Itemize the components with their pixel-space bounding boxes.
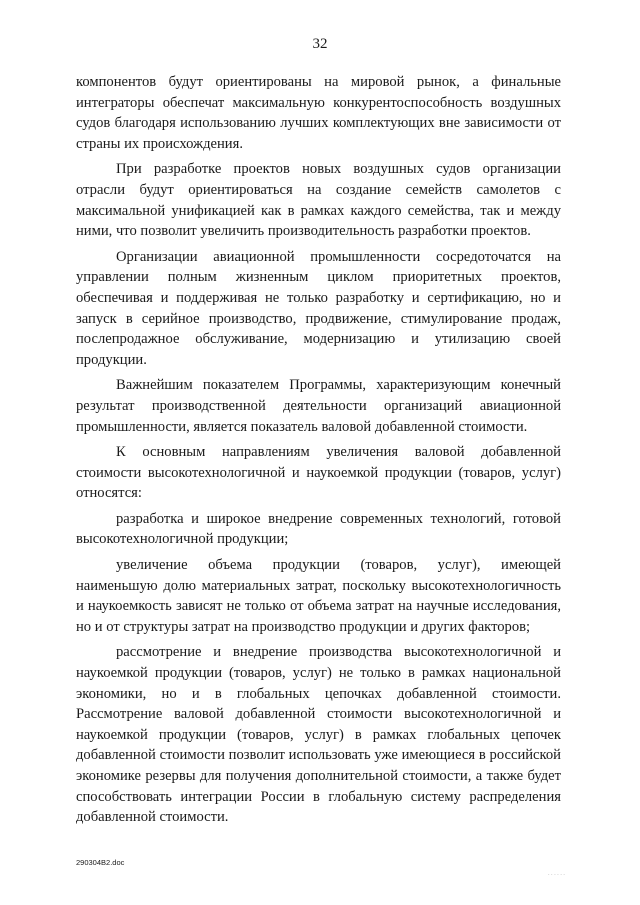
paragraph-3: Организации авиационной промышленности сосредоточатся на управлении полным жизненным циклом приоритетных проектов, обеспечивая и поддерживая не только разработку и сертификацию, но и запуск в серийное производство, продвижение, стимулирование продаж, послепродажное обслуживание, модернизацию и утилизацию своей продукции. — [76, 248, 561, 368]
list-item-3: рассмотрение и внедрение производства высокотехнологичной и наукоемкой продукции (товаров, услуг) не только в рамках национальной экономики, но и в глобальных цепочках добавленной стоимости. Рассмотрение валовой добавленной стоимости высокотехнологичной и наукоемкой продукции (товаров, услуг) в рамках глобальных цепочек добавленной стоимости позволит использовать уже имеющиеся в российской экономике резервы для получения дополнительной стоимости, а также будет способствовать интеграции России в глобальную систему распределения добавленной стоимости. — [76, 644, 561, 826]
paragraph-2: При разработке проектов новых воздушных судов организации отрасли будут ориентироваться на создание семейств самолетов с максимальной унификацией как в рамках каждого семейства, так и между ними, что позволит увеличить производительность разработки проектов. — [76, 161, 561, 240]
paragraph-5: К основным направлениям увеличения валовой добавленной стоимости высокотехнологичной и наукоемкой продукции (товаров, услуг) относятся: — [76, 444, 561, 502]
paragraph-1: компонентов будут ориентированы на мировой рынок, а финальные интеграторы обеспечат максимальную конкурентоспособность воздушных судов благодаря использованию лучших комплектующих вне зависимости от страны их происхождения. — [76, 74, 561, 152]
paragraph-4: Важнейшим показателем Программы, характеризующим конечный результат производственной деятельности организаций авиационной промышленности, является показатель валовой добавленной стоимости. — [76, 377, 561, 435]
corner-mark: · · · · · · — [548, 872, 565, 878]
footer-filename: 290304В2.doc — [76, 858, 125, 867]
document-body — [76, 72, 561, 833]
list-item-2: увеличение объема продукции (товаров, услуг), имеющей наименьшую долю материальных затрат, поскольку высокотехнологичность и наукоемкость зависят не только от объема затрат на научные исследования, но и от структуры затрат на производство продукции и других факторов; — [76, 557, 561, 635]
page-number: 32 — [312, 36, 328, 52]
list-item-1: разработка и широкое внедрение современных технологий, готовой высокотехнологичной продукции; — [76, 510, 561, 548]
